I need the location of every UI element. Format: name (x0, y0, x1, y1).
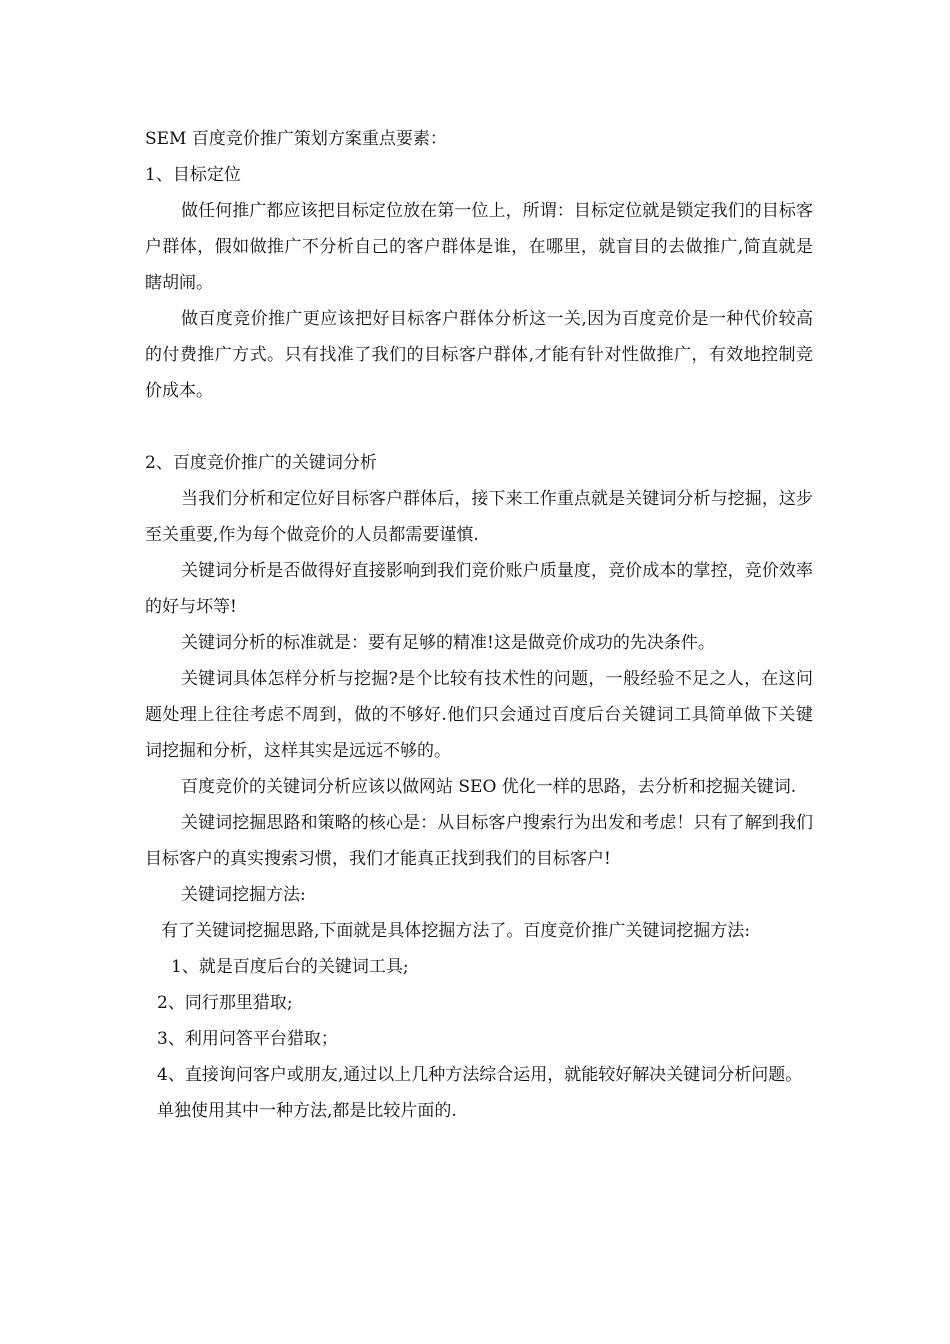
section-2-paragraph-5: 百度竞价的关键词分析应该以做网站 SEO 优化一样的思路，去分析和挖掘关键词. (181, 777, 797, 797)
method-intro: 有了关键词挖掘思路,下面就是具体挖掘方法了。百度竞价推广关键词挖掘方法: (161, 921, 751, 941)
section-2-paragraph-3: 关键词分析的标准就是：要有足够的精准!这是做竞价成功的先决条件。 (181, 633, 715, 653)
section-2-paragraph-2: 关键词分析是否做得好直接影响到我们竞价账户质量度，竞价成本的掌控，竞价效率的好与坏等! (145, 561, 813, 617)
list-item: 2、同行那里猎取; (157, 993, 293, 1013)
section-2-paragraph-1: 当我们分析和定位好目标客户群体后，接下来工作重点就是关键词分析与挖掘，这步至关重要,作为每个做竞价的人员都需要谨慎. (145, 489, 813, 545)
section-1-paragraph-1: 做任何推广都应该把目标定位放在第一位上，所谓：目标定位就是锁定我们的目标客户群体，假如做推广不分析自己的客户群体是谁，在哪里，就盲目的去做推广,简直就是瞎胡闹。 (145, 201, 813, 293)
list-item: 1、就是百度后台的关键词工具; (171, 957, 409, 977)
section-spacer (145, 409, 813, 445)
section-1-paragraph-2: 做百度竞价推广更应该把好目标客户群体分析这一关,因为百度竞价是一种代价较高的付费推广方式。只有找准了我们的目标客户群体,才能有针对性做推广，有效地控制竞价成本。 (145, 309, 813, 401)
section-2-paragraph-7: 关键词挖掘方法: (181, 885, 306, 905)
list-item: 4、直接询问客户或朋友,通过以上几种方法综合运用，就能较好解决关键词分析问题。单独使用其中一种方法,都是比较片面的. (157, 1065, 803, 1121)
section-2-heading: 2、百度竞价推广的关键词分析 (145, 453, 377, 473)
section-2-paragraph-6: 关键词挖掘思路和策略的核心是：从目标客户搜索行为出发和考虑！只有了解到我们目标客户的真实搜索习惯，我们才能真正找到我们的目标客户! (145, 813, 813, 869)
document-page (145, 121, 813, 1129)
section-2-paragraph-4: 关键词具体怎样分析与挖掘?是个比较有技术性的问题，一般经验不足之人，在这问题处理上往往考虑不周到，做的不够好.他们只会通过百度后台关键词工具简单做下关键词挖掘和分析，这样其实是远远不够的。 (145, 669, 813, 761)
document-title: SEM 百度竞价推广策划方案重点要素： (145, 129, 447, 149)
list-item: 3、利用问答平台猎取； (157, 1029, 338, 1049)
section-1-heading: 1、目标定位 (145, 165, 241, 185)
